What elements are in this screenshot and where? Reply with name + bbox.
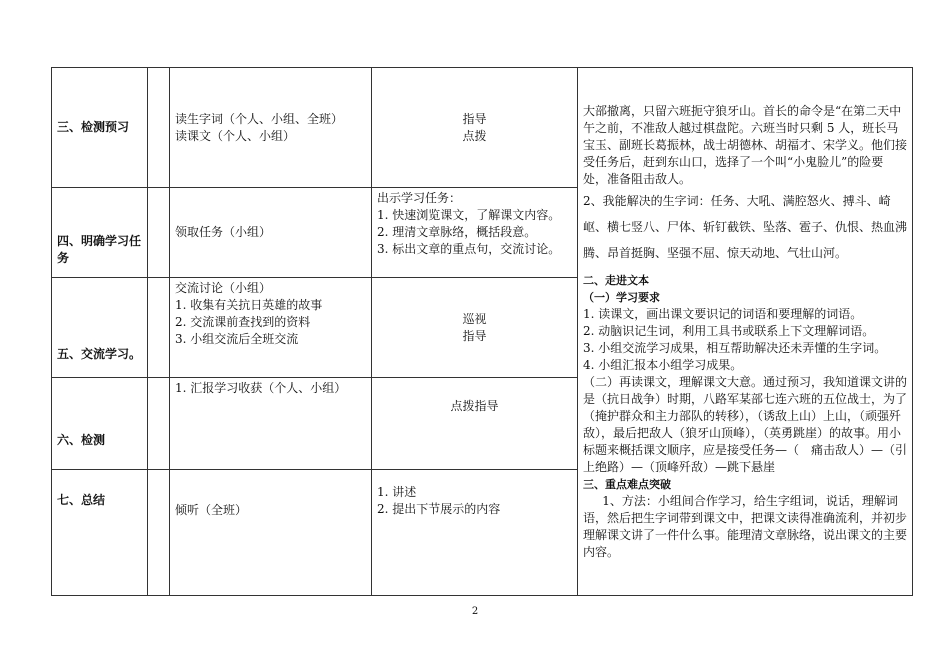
empty-cell bbox=[148, 470, 170, 596]
empty-cell bbox=[148, 278, 170, 378]
student-activity-cell bbox=[170, 68, 372, 188]
notes-paragraph: 2、我能解决的生字词：任务、大吼、满腔怒火、搏斗、崎岖、横七竖八、尸体、斩钉截铁、坠落、雹子、仇恨、热血沸腾、昂首挺胸、坚强不屈、惊天动地、气壮山河。 bbox=[583, 193, 908, 260]
teacher-activity-line: 1. 讲述 bbox=[377, 485, 417, 499]
empty-cell bbox=[148, 68, 170, 188]
subsection-heading: （一）学习要求 bbox=[583, 290, 660, 304]
teacher-activity-cell bbox=[372, 68, 578, 188]
teacher-activity-line: 指导 bbox=[462, 111, 487, 126]
student-activity-cell bbox=[170, 470, 372, 596]
section-heading: 二、走进文本 bbox=[583, 273, 649, 287]
page-number: 2 bbox=[471, 606, 479, 617]
student-activity-line: 2. 交流课前查找到的资料 bbox=[175, 315, 311, 329]
notes-paragraph: 1、方法：小组间合作学习，给生字组词，说话，理解词语，然后把生字词带到课文中，把课文读得准确流利，并初步理解课文讲了一件什么事。能理清文章脉络，说出课文的主要内容。 bbox=[583, 493, 908, 559]
requirement-item: 2. 动脑识记生词，利用工具书或联系上下文理解词语。 bbox=[583, 323, 875, 338]
teacher-activity-line: 指导 bbox=[462, 328, 487, 343]
notes-cell bbox=[578, 68, 913, 596]
teacher-activity-line: 点拨 bbox=[462, 128, 487, 143]
student-activity-line: 1. 收集有关抗日英雄的故事 bbox=[175, 298, 323, 312]
teacher-activity-cell bbox=[372, 188, 578, 278]
teacher-activity-line: 3. 标出文章的重点句，交流讨论。 bbox=[377, 242, 561, 256]
student-activity-line: 领取任务（小组） bbox=[175, 225, 272, 239]
teacher-activity-line: 1. 快速浏览课文，了解课文内容。 bbox=[377, 208, 561, 222]
step-cell: 五、交流学习。 bbox=[52, 278, 148, 378]
lesson-plan-table bbox=[51, 67, 913, 596]
student-activity-line: 3. 小组交流后全班交流 bbox=[175, 332, 299, 346]
notes-paragraph: （二）再读课文，理解课文大意。通过预习，我知道课文讲的是（抗日战争）时期，八路军某部七连六班的五位战士，为了（掩护群众和主力部队的转移），（诱敌上山）上山，（顽强歼敌），最后把敌人（狼牙山顶峰），（英勇跳崖）的故事。用小标题来概括课文顺序，应是接受任务—（ 痛击敌人）—（引上绝路）—（顶峰歼敌）—跳下悬崖 bbox=[583, 374, 908, 474]
teacher-activity-cell bbox=[372, 378, 578, 470]
student-activity-line: 倾听（全班） bbox=[175, 503, 248, 517]
requirement-item: 4. 小组汇报本小组学习成果。 bbox=[583, 357, 743, 372]
step-cell: 七、总结 bbox=[52, 470, 148, 596]
student-activity-line: 读生字词（个人、小组、全班） bbox=[175, 111, 344, 126]
teacher-activity-line: 点拨指导 bbox=[450, 399, 499, 413]
notes-paragraph: 大部撤离，只留六班扼守狼牙山。首长的命令是“在第二天中午之前，不准敌人越过棋盘陀。六班当时只剩 5 人，班长马宝玉、副班长葛振林，战士胡德林、胡福才、宋学义。他们接受任务后，赶到东山口，选择了一个叫“小鬼脸儿”的险要处，准备阻击敌人。 bbox=[583, 103, 908, 186]
section-heading: 三、重点难点突破 bbox=[583, 477, 671, 491]
student-activity-line: 读课文（个人、小组） bbox=[175, 128, 296, 143]
requirement-item: 3. 小组交流学习成果，相互帮助解决还未弄懂的生字词。 bbox=[583, 340, 887, 355]
empty-cell bbox=[148, 378, 170, 470]
teacher-activity-line: 出示学习任务： bbox=[377, 191, 462, 205]
teacher-activity-line: 2. 提出下节展示的内容 bbox=[377, 502, 501, 516]
teacher-activity-line: 2. 理清文章脉络，概括段意。 bbox=[377, 225, 537, 239]
student-activity-line: 1. 汇报学习收获（个人、小组） bbox=[175, 381, 347, 395]
student-activity-cell bbox=[170, 378, 372, 470]
step-cell: 六、检测 bbox=[52, 378, 148, 470]
teacher-activity-cell bbox=[372, 278, 578, 378]
step-cell: 四、明确学习任务 bbox=[52, 188, 148, 278]
empty-cell bbox=[148, 188, 170, 278]
table-row bbox=[52, 68, 913, 188]
student-activity-cell bbox=[170, 278, 372, 378]
requirement-item: 1. 读课文，画出课文要识记的词语和要理解的词语。 bbox=[583, 306, 863, 321]
teacher-activity-cell bbox=[372, 470, 578, 596]
step-cell: 三、检测预习 bbox=[52, 68, 148, 188]
teacher-activity-line: 巡视 bbox=[462, 311, 487, 326]
student-activity-cell bbox=[170, 188, 372, 278]
student-activity-line: 交流讨论（小组） bbox=[175, 281, 272, 295]
